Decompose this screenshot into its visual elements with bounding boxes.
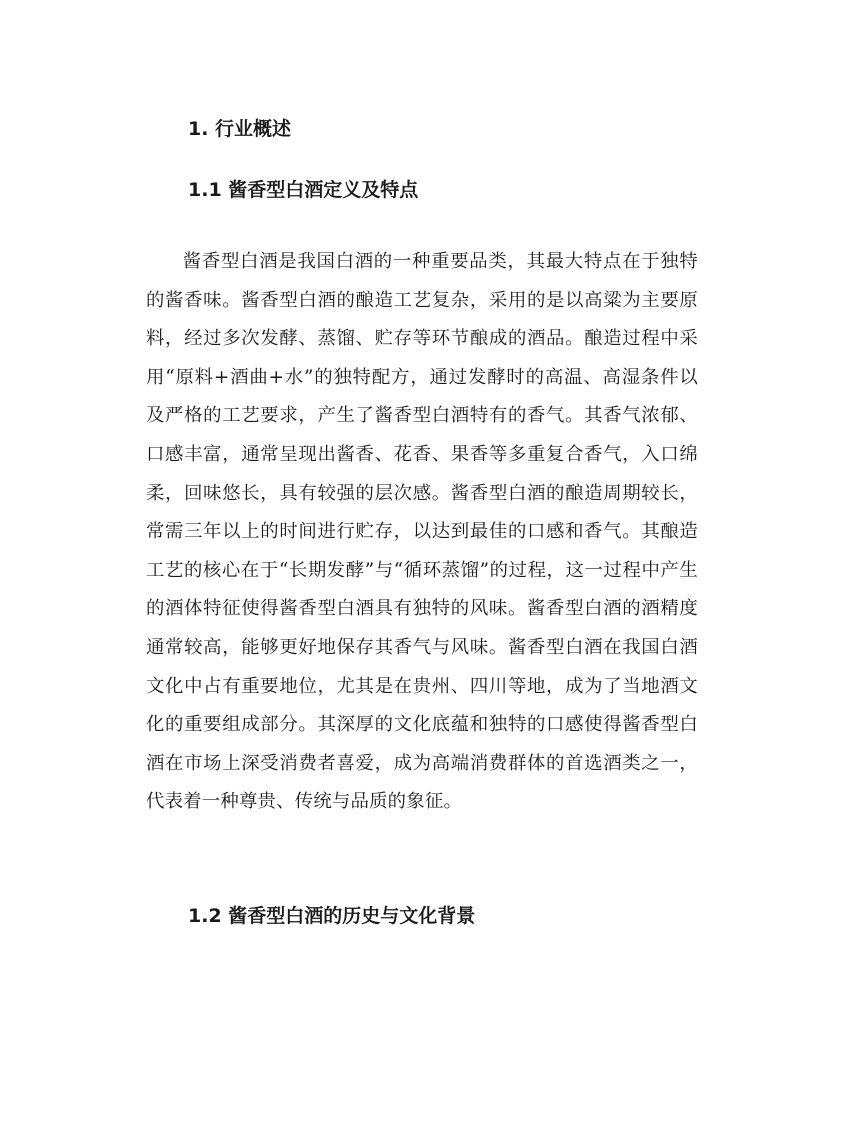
section-1-1-paragraph: 酱香型白酒是我国白酒的一种重要品类，其最大特点在于独特的酱香味。酱香型白酒的酿造工艺复杂，采用的是以高粱为主要原料，经过多次发酵、蒸馏、贮存等环节酿成的酒品。酿造过程中采用“原料+酒曲+水”的独特配方，通过发酵时的高温、高湿条件以及严格的工艺要求，产生了酱香型白酒特有的香气。其香气浓郁、口感丰富，通常呈现出酱香、花香、果香等多重复合香气，入口绵柔，回味悠长，具有较强的层次感。酱香型白酒的酿造周期较长，常需三年以上的时间进行贮存，以达到最佳的口感和香气。其酿造工艺的核心在于“长期发酵”与“循环蒸馏”的过程，这一过程中产生的酒体特征使得酱香型白酒具有独特的风味。酱香型白酒的酒精度通常较高，能够更好地保存其香气与风味。酱香型白酒在我国白酒文化中占有重要地位，尤其是在贵州、四川等地，成为了当地酒文化的重要组成部分。其深厚的文化底蕴和独特的口感使得酱香型白酒在市场上深受消费者喜爱，成为高端消费群体的首选酒类之一，代表着一种尊贵、传统与品质的象征。 xyxy=(146,251,698,813)
section-heading-1-1: 1.1 酱香型白酒定义及特点 xyxy=(188,179,419,201)
section-heading-1-2: 1.2 酱香型白酒的历史与文化背景 xyxy=(188,905,476,927)
chapter-heading: 1. 行业概述 xyxy=(188,118,292,140)
